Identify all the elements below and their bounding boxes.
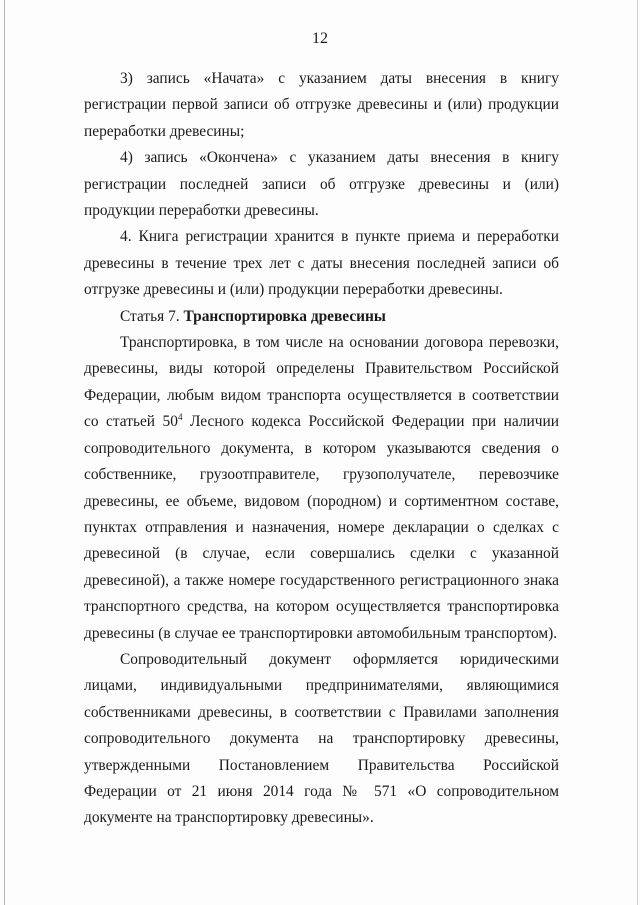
paragraph-record-finished: 4) запись «Окончена» с указанием даты внесения в книгу регистрации последней записи об отгрузке древесины и (или) продукции переработки древесины. (84, 149, 559, 220)
article-number: Статья 7. (120, 307, 180, 325)
scan-edge-right (637, 0, 638, 905)
paragraph-transportation (84, 330, 559, 647)
page-number: 12 (312, 30, 328, 47)
article-superscript: 4 (177, 412, 183, 423)
paragraph-book-storage: 4. Книга регистрации хранится в пункте приема и переработки древесины в течение трех лет с даты внесения последней записи об отгрузке древесины и (или) продукции переработки древесины. (84, 228, 559, 299)
article-heading (84, 304, 559, 330)
article-title: Транспортировка древесины (183, 307, 386, 325)
scan-edge-left (4, 0, 5, 905)
paragraph-record-started: 3) запись «Начата» с указанием даты внесения в книгу регистрации первой записи об отгрузке древесины и (или) продукции переработки древесины; (84, 70, 559, 140)
paragraph-accompanying-document: Сопроводительный документ оформляется юридическими лицами, индивидуальными предпринимателями, являющимися собственниками древесины, в соответствии с Правилами заполнения сопроводительного документа на транспортировку древесины, утвержденными Постановлением Правительства Российской Федерации от 21 июня 2014 года № 571 «О сопроводительном документе на транспортировку древесины». (84, 650, 559, 827)
transport-text-part1: Транспортировка, в том числе на основании договора перевозки, древесины, виды которой определены Правительством Российской Федерации, любым видом транспорта осуществляется в соответствии со статьей 50 (84, 334, 559, 431)
transport-text-part2: Лесного кодекса Российской Федерации при наличии сопроводительного документа, в котором указываются сведения о собственнике, грузоотправителе, грузополучателе, перевозчике древесины, ее объеме, видовом (породном) и сортиментном составе, пунктах отправления и назначения, номере декларации о сделках с древесиной (в случае, если совершались сделки с указанной древесиной), а также номере государственного регистрационного знака транспортного средства, на котором осуществляется транспортировка древесины (в случае ее транспортировки автомобильным транспортом). (84, 413, 560, 642)
document-body (84, 66, 559, 832)
